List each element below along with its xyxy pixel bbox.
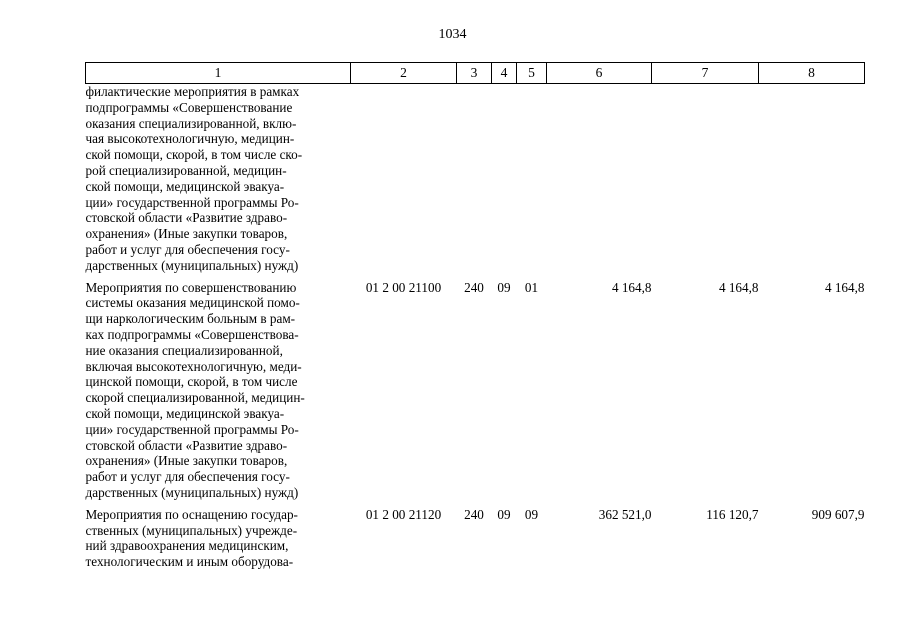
column-header-1: 1 bbox=[86, 63, 351, 84]
target-article-code: 01 2 00 21100 bbox=[365, 279, 442, 295]
description-line: скорой специализированной, медицин- bbox=[85, 390, 305, 406]
description-line: ции» государственной программы Ро- bbox=[85, 194, 299, 210]
description-line: охранения» (Иные закупки товаров, bbox=[85, 226, 288, 242]
description-line: охранения» (Иные закупки товаров, bbox=[85, 453, 288, 469]
column-header-7: 7 bbox=[652, 63, 759, 84]
subsection-code: 01 bbox=[524, 279, 539, 295]
row-description bbox=[86, 84, 351, 274]
amount-col-6 bbox=[547, 84, 652, 274]
section-code bbox=[492, 84, 517, 274]
section-code: 09 bbox=[497, 506, 511, 522]
expense-type-code bbox=[457, 84, 492, 274]
description-line: включая высокотехнологичную, меди- bbox=[85, 358, 302, 374]
column-header-3: 3 bbox=[457, 63, 492, 84]
expense-type-code: 240 bbox=[464, 279, 484, 295]
amount-col-8 bbox=[759, 84, 865, 274]
row-description bbox=[86, 280, 351, 501]
amount-col-6: 362 521,0 bbox=[598, 506, 652, 522]
target-article-code: 01 2 00 21120 bbox=[365, 506, 442, 522]
description-line: ской помощи, медицинской эвакуа- bbox=[85, 405, 285, 421]
description-line: дарственных (муниципальных) нужд) bbox=[85, 257, 299, 273]
amount-col-7: 116 120,7 bbox=[706, 506, 759, 522]
description-line: рой специализированной, медицин- bbox=[85, 162, 287, 178]
description-line: дарственных (муниципальных) нужд) bbox=[85, 484, 299, 500]
table-row bbox=[86, 84, 865, 274]
amount-col-8: 909 607,9 bbox=[811, 506, 865, 522]
header-row bbox=[86, 63, 865, 84]
description-line: Мероприятия по совершенствованию bbox=[85, 279, 297, 295]
description-line: ской помощи, медицинской эвакуа- bbox=[85, 178, 285, 194]
description-line: работ и услуг для обеспечения госу- bbox=[85, 241, 290, 257]
page-number: 1034 bbox=[438, 27, 467, 42]
column-header-6: 6 bbox=[547, 63, 652, 84]
description-line: технологическим и иным оборудова- bbox=[85, 554, 294, 570]
section-code: 09 bbox=[497, 279, 511, 295]
row-description bbox=[86, 507, 351, 570]
description-line: щи наркологическим больным в рам- bbox=[85, 311, 296, 327]
description-line: работ и услуг для обеспечения госу- bbox=[85, 469, 290, 485]
amount-col-6: 4 164,8 bbox=[611, 279, 652, 295]
expense-type-code: 240 bbox=[464, 506, 484, 522]
description-line: чая высокотехнологичную, медицин- bbox=[85, 131, 295, 147]
target-article-code bbox=[351, 84, 457, 274]
column-header-5: 5 bbox=[517, 63, 547, 84]
subsection-code bbox=[517, 84, 547, 274]
description-line: ний здравоохранения медицинским, bbox=[85, 538, 289, 554]
description-line: стовской области «Развитие здраво- bbox=[85, 210, 288, 226]
amount-col-7 bbox=[652, 84, 759, 274]
description-line: цинской помощи, скорой, в том числе bbox=[85, 374, 298, 390]
description-line: Мероприятия по оснащению государ- bbox=[85, 506, 298, 522]
budget-table bbox=[85, 62, 865, 570]
description-line: ской помощи, скорой, в том числе ско- bbox=[85, 147, 303, 163]
description-line: ции» государственной программы Ро- bbox=[85, 421, 299, 437]
description-line: ках подпрограммы «Совершенствова- bbox=[85, 326, 299, 342]
description-line: филактические мероприятия в рамках bbox=[85, 84, 300, 99]
description-line: подпрограммы «Совершенствование bbox=[85, 99, 293, 115]
table-row bbox=[86, 280, 865, 501]
description-line: системы оказания медицинской помо- bbox=[85, 295, 300, 311]
description-line: стовской области «Развитие здраво- bbox=[85, 437, 288, 453]
subsection-code: 09 bbox=[524, 506, 539, 522]
column-header-2: 2 bbox=[351, 63, 457, 84]
amount-col-7: 4 164,8 bbox=[718, 279, 759, 295]
table-row bbox=[86, 507, 865, 570]
column-header-8: 8 bbox=[759, 63, 865, 84]
column-header-4: 4 bbox=[492, 63, 517, 84]
description-line: ние оказания специализированной, bbox=[85, 342, 283, 358]
amount-col-8: 4 164,8 bbox=[824, 279, 865, 295]
description-line: оказания специализированной, вклю- bbox=[85, 115, 297, 131]
description-line: ственных (муниципальных) учрежде- bbox=[85, 522, 298, 538]
